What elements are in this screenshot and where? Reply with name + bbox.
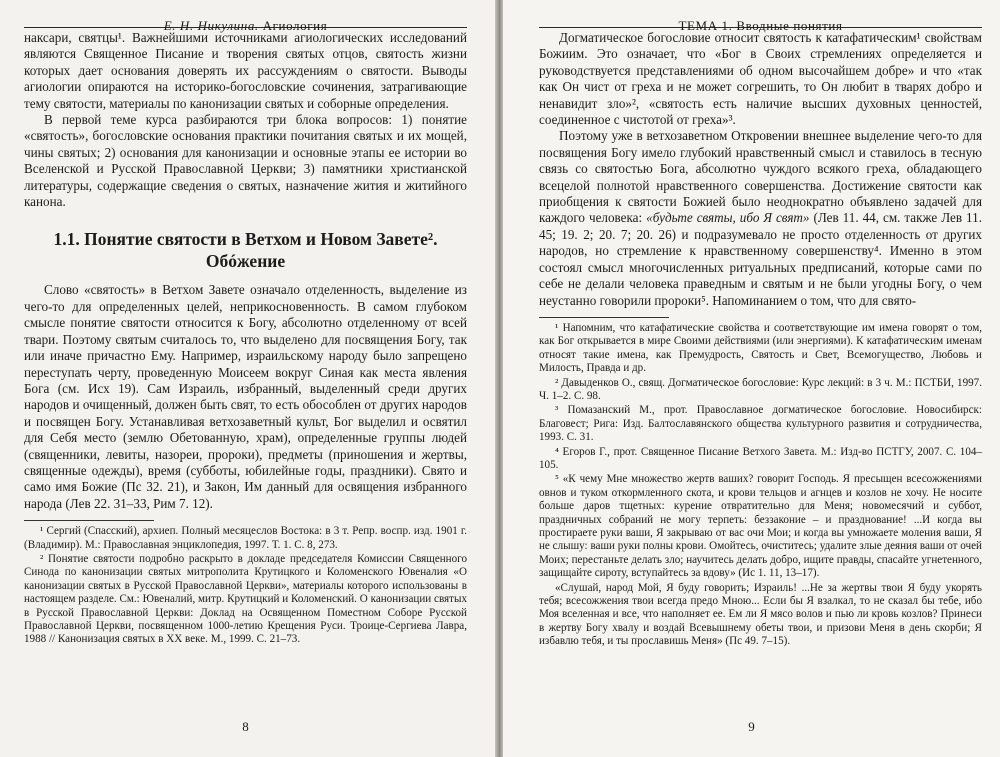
left-page (0, 0, 497, 757)
footnote: ¹ Сергий (Спасский), архиеп. Полный месяцеслов Востока: в 3 т. Репр. воспр. изд. 1901 г. (Владимир). М.: Православная энциклопедия, 1997. Т. 1. С. 8, 273. (24, 525, 467, 551)
paragraph-part: Поэтому уже в ветхозаветном Откровении внешнее выделение чего-то для посвящения Богу имело глубокий нравственный смысл и ставилось в тесную связь со святостью Бога, абсолютно чуждого всякого греха, обладающего всецелой полнотой нравственного совершенства. Достижение святости как приобщения к святости Божией было неоднократно объявлено задачей для каждого человека: (539, 128, 982, 226)
section-heading: 1.1. Понятие святости в Ветхом и Новом Завете². Обóжение (53, 229, 438, 272)
page-number-left: 8 (242, 719, 249, 734)
footnote: ² Давыденков О., свящ. Догматическое богословие: Курс лекций: в 3 ч. М.: ПСТБИ, 1997. Ч. 1–2. С. 98. (539, 376, 982, 402)
right-page (503, 0, 1000, 757)
right-footnotes (539, 322, 982, 649)
paragraph: Догматическое богословие относит святость к катафатическим¹ свойствам Божиим. Это означает, что «Бог в Своих стремлениях определяется и руководствуется представлениями об одном высочайшем добре» и что «так как Он чист от греха и не может согрешить, то Он любит в тварях добро и ненавидит зло»², «святость есть наличие высших духовных ценностей, соединенное с чистотой от греха»³. (539, 30, 982, 128)
right-body-text (539, 30, 982, 309)
paragraph: В первой теме курса разбираются три блока вопросов: 1) понятие «святость», богословские основания практики почитания святых и их мощей, чины святых; 2) основания для канонизации и основные этапы ее истории во Вселенской и Русской Православной Церкви; 3) памятники христианской литературы, содержащие сведения о святых, назначение жития и житийного канона. (24, 112, 467, 210)
left-footnotes (24, 525, 467, 647)
footnote: ³ Помазанский М., прот. Православное догматическое богословие. Новосибирск: Благовест; Рига: Изд. Балтославянского общества культурного развития и сотрудничества, 1993. С. 31. (539, 404, 982, 444)
left-body-text (24, 30, 467, 512)
footnote: ¹ Напомним, что катафатические свойства и соответствующие им имена говорят о том, как Бог открывается в мире Своими действиями (или энергиями). К катафатическим именам относят такие имена, как Премудрость, Святость и Свет, Всемогущество, Любовь и Милость, Правда и др. (539, 321, 982, 375)
footnote: ² Понятие святости подробно раскрыто в докладе председателя Комиссии Священного Синода по канонизации святых митрополита Крутицкого и Коломенского Ювеналия «О канонизации святых в Русской Православной Церкви», материалы которого использованы в настоящем разделе. См.: Ювеналий, митр. Крутицкий и Коломенский. О канонизации святых в Русской Православной Церкви: Доклад на Освященном Поместном Соборе Русской Православной Церкви, посвященном 1000-летию Крещения Руси. Троице-Сергиева Лавра, 1988 // Канонизация святых в XX веке. М., 1999. С. 21–73. (24, 552, 467, 646)
scripture-quote: «будьте святы, ибо Я свят» (646, 210, 810, 226)
footnote: ⁵ «К чему Мне множество жертв ваших? говорит Господь. Я пресыщен всесожжениями овнов и туком откормленного скота, и крови тельцов и агнцев и козлов не хочу. Не носите больше даров тщетных: курение отвратительно для Меня; новомесячий и суббот, праздничных собраний не могу терпеть: беззаконие – и празднование! ...И когда вы простираете руки ваши, Я закрываю от вас очи Мои; и когда вы умножаете моления ваши, Я не слышу: ваши руки полны крови. Омойтесь, очиститесь; удалите злые деяния ваши от очей Моих; перестаньте делать зло; научитесь делать добро, ищите правды, спасайте угнетенного, защищайте сироту, вступайтесь за вдову» (Ис 1. 11, 13–17). (539, 473, 982, 580)
footnote: ⁴ Егоров Г., прот. Священное Писание Ветхого Завета. М.: Изд-во ПСТГУ, 2007. С. 104–105. (539, 445, 982, 471)
running-head-right: ТЕМА 1. Вводные понятия (539, 0, 982, 28)
paragraph: Слово «святость» в Ветхом Завете означало отделенность, выделение из чего-то для определенных целей, неприкосновенность. В самом глубоком смысле понятие святости относится к Богу, абсолютно отделенному от всей твари. Поэтому святым считалось то, что выделено для посвящения Богу, так или иначе причастно Ему. Например, израильскому народу было запрещено переступать черту, проведенную Моисеем вокруг Синая как места явления Бога (см. Исх 19). Сам Израиль, избранный, выделенный среди других народов и очищенный, должен быть свят, то есть обособлен от других народов и посвящен Богу. Устанавливая ветхозаветный культ, Бог выделил и освятил для Себя место (землю Обетованную, храм), определенные группы людей (священники, левиты, назореи, пророки), предметы (приношения и жертвы, священные одежды), время (субботы, юбилейные годы, праздники). Свято и само имя Божие (Пс 32. 21), и Закон, Им данный для освящения избранного народа (Лев 22. 31–33, Рим 7. 12). (24, 282, 467, 511)
page-number-right: 9 (748, 719, 755, 734)
running-head-left (24, 0, 467, 33)
running-head-book: Агиология (262, 18, 328, 33)
paragraph-part: (Лев 11. 44, см. также Лев 11. 45; 19. 2; 20. 7; 20. 26) и подразумевало не просто отделенность от других народов, но стремление к нравственному совершенству⁴. Именно в этом состоял смысл многочисленных ритуальных предписаний, которые сами по себе не делали человека праведным и святым и не были угодны Богу, о чем неустанно говорили пророки⁵. Напоминанием о том, что для свято- (539, 210, 982, 308)
paragraph (539, 128, 982, 308)
footnote-separator (24, 520, 154, 521)
footnote: «Слушай, народ Мой, Я буду говорить; Израиль! ...Не за жертвы твои Я буду укорять тебя; всесожжения твои всегда предо Мною... Если бы Я взалкал, то не сказал бы тебе, ибо Моя вселенная и все, что наполняет ее. Ем ли Я мясо волов и пью ли кровь козлов? Принеси в жертву Богу хвалу и воздай Всевышнему обеты твои, и призови Меня в день скорби; Я избавлю тебя, и ты прославишь Меня» (Пс 49. 7–15). (539, 581, 982, 648)
footnote-separator (539, 317, 669, 318)
paragraph: наксари, святцы¹. Важнейшими источниками агиологических исследований являются Священное Писание и творения святых отцов, святость жизни которых дает основания доверять их рассуждениям о святости. Выводы агиологии опираются на историко-богословские сочинения, затрагивающие тему святости, материалы по канонизации святых и соборные определения. (24, 30, 467, 111)
running-head-author: Е. Н. Никулина. (163, 18, 259, 33)
